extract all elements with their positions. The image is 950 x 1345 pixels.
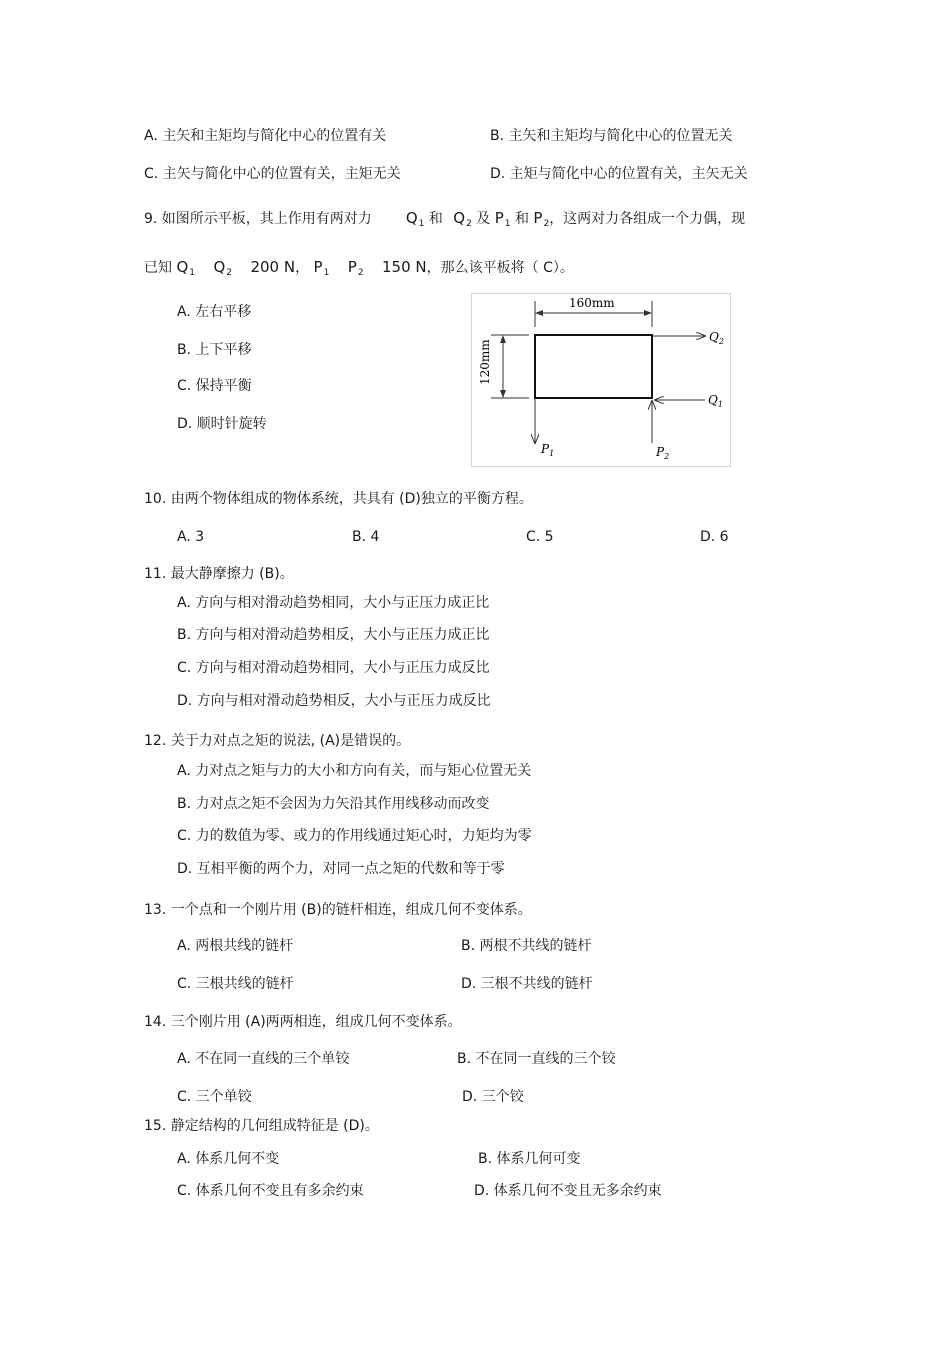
q9-p1: P	[494, 209, 504, 227]
q12-stem: 12. 关于力对点之矩的说法, (A)是错误的。	[144, 733, 411, 749]
q11-option-b: B. 方向与相对滑动趋势相反，大小与正压力成正比	[177, 627, 490, 643]
q9-q2: Q	[453, 209, 466, 227]
q2-label: $Q_2$	[709, 330, 724, 346]
q10-option-d: D. 6	[700, 529, 729, 545]
q12-option-a: A. 力对点之矩与力的大小和方向有关，而与矩心位置无关	[177, 763, 532, 779]
q14-option-a: A. 不在同一直线的三个单铰	[177, 1051, 350, 1067]
q12-option-d: D. 互相平衡的两个力，对同一点之矩的代数和等于零	[177, 861, 505, 877]
q9-p2: P	[533, 209, 543, 227]
q9-value-q: 200 N	[250, 258, 296, 276]
q11-option-c: C. 方向与相对滑动趋势相同，大小与正压力成反比	[177, 660, 490, 676]
q14-stem: 14. 三个刚片用 (A)两两相连，组成几何不变体系。	[144, 1014, 462, 1030]
q11-option-d: D. 方向与相对滑动趋势相反，大小与正压力成反比	[177, 693, 491, 709]
q1-label: $Q_1$	[708, 393, 723, 409]
q9-value-p: 150 N	[382, 258, 427, 276]
q9-stem-line1: 9. 如图所示平板，其上作用有两对力 $Q_1$ 和 $Q_2$ 及 $P_1$ 和 $P_2$，这两对力各组成一个力偶，现	[144, 209, 746, 229]
q10-option-c: C. 5	[526, 529, 554, 545]
q8-option-c: C. 主矢与简化中心的位置有关，主矩无关	[144, 166, 401, 182]
plate-rectangle	[535, 335, 652, 398]
q8-option-b: B. 主矢和主矩均与简化中心的位置无关	[490, 128, 733, 144]
q9-option-a: A. 左右平移	[177, 304, 252, 320]
height-label: 120mm	[478, 339, 492, 385]
q11-option-a: A. 方向与相对滑动趋势相同，大小与正压力成正比	[177, 595, 490, 611]
q15-option-c: C. 体系几何不变且有多余约束	[177, 1183, 364, 1199]
q14-option-d: D. 三个铰	[462, 1089, 524, 1105]
q13-option-d: D. 三根不共线的链杆	[461, 976, 593, 992]
q15-option-b: B. 体系几何可变	[478, 1151, 581, 1167]
q12-option-c: C. 力的数值为零、或力的作用线通过矩心时，力矩均为零	[177, 828, 532, 844]
q10-stem: 10. 由两个物体组成的物体系统，共具有 (D)独立的平衡方程。	[144, 491, 533, 507]
q9-stem-line2: 已知 $Q_1$ $Q_2$ 200 N， $P_1$ $P_2$ 150 N，那么该平板将（ C）。	[144, 258, 574, 278]
q15-option-a: A. 体系几何不变	[177, 1151, 280, 1167]
figure-frame	[472, 294, 731, 467]
q8-option-a: A. 主矢和主矩均与简化中心的位置有关	[144, 128, 387, 144]
q13-option-b: B. 两根不共线的链杆	[461, 938, 592, 954]
q12-option-b: B. 力对点之矩不会因为力矢沿其作用线移动而改变	[177, 796, 490, 812]
q9-option-d: D. 顺时针旋转	[177, 416, 267, 432]
q13-option-a: A. 两根共线的链杆	[177, 938, 294, 954]
q11-stem: 11. 最大静摩擦力 (B)。	[144, 566, 294, 582]
width-label: 160mm	[569, 296, 615, 310]
q10-option-a: A. 3	[177, 529, 205, 545]
q9-option-b: B. 上下平移	[177, 342, 252, 358]
q13-option-c: C. 三根共线的链杆	[177, 976, 294, 992]
q8-option-d: D. 主矩与简化中心的位置有关，主矢无关	[490, 166, 748, 182]
q14-option-b: B. 不在同一直线的三个铰	[457, 1051, 616, 1067]
q9-q1: Q	[405, 209, 418, 227]
q13-stem: 13. 一个点和一个刚片用 (B)的链杆相连，组成几何不变体系。	[144, 902, 532, 918]
q15-stem: 15. 静定结构的几何组成特征是 (D)。	[144, 1118, 379, 1134]
q14-option-c: C. 三个单铰	[177, 1089, 252, 1105]
p1-label: $P_1$	[541, 442, 555, 458]
p2-label: $P_2$	[656, 445, 670, 461]
plate-force-diagram	[471, 293, 731, 467]
q9-option-c: C. 保持平衡	[177, 378, 252, 394]
q9-stem-text: 9. 如图所示平板，其上作用有两对力	[144, 211, 372, 227]
q15-option-d: D. 体系几何不变且无多余约束	[474, 1183, 662, 1199]
q10-option-b: B. 4	[352, 529, 380, 545]
